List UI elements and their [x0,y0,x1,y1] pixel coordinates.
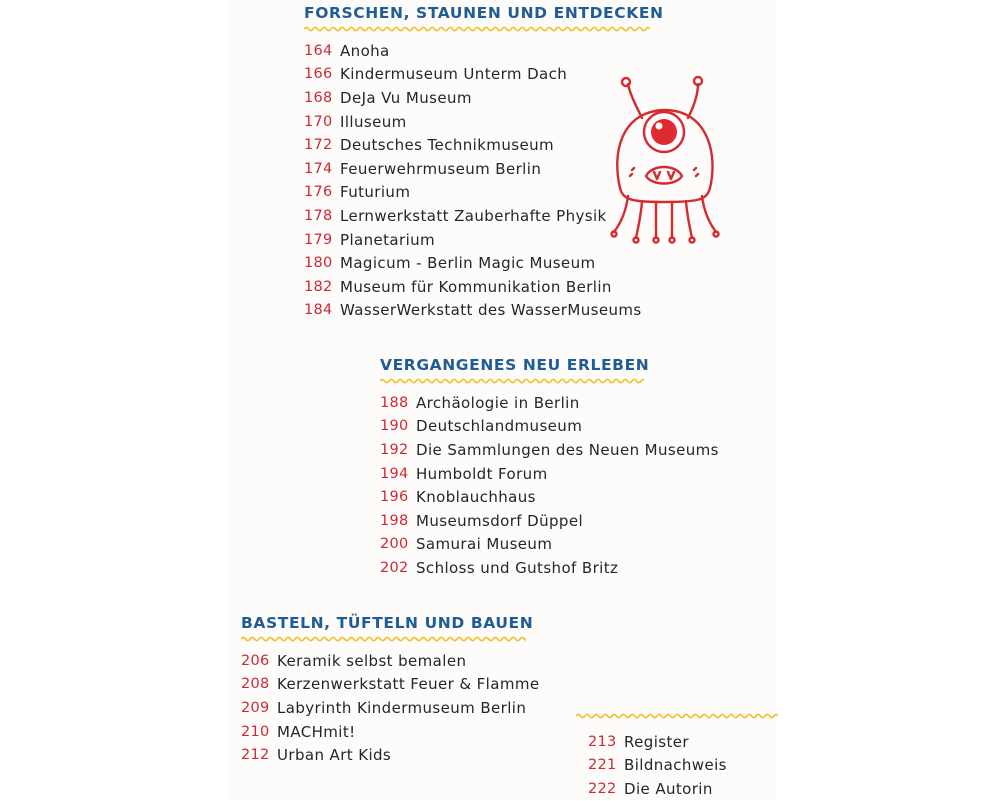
wavy-underline [304,25,650,33]
page-number: 212 [241,747,270,764]
page-number: 184 [304,302,333,319]
entry-title: Kerzenwerkstatt Feuer & Flamme [277,675,540,694]
entry-title: Samurai Museum [416,535,553,554]
toc-list [241,649,539,767]
entry-title: Humboldt Forum [416,464,548,483]
entry-title: Lernwerkstatt Zauberhafte Physik [340,206,607,225]
section-appendix [576,710,778,801]
entry-title: Magicum - Berlin Magic Museum [340,254,596,273]
entry-title: MACHmit! [277,722,356,741]
entry-title: Register [624,732,689,751]
toc-entry[interactable] [588,777,778,801]
page-number: 168 [304,89,333,106]
section-heading: VERGANGENES NEU ERLEBEN [380,356,650,374]
page-number: 196 [380,489,409,506]
page-number: 209 [241,699,270,716]
wavy-underline [576,712,778,720]
page-number: 198 [380,512,409,529]
entry-title: DeJa Vu Museum [340,88,472,107]
toc-entry[interactable] [241,673,539,697]
page-number: 179 [304,231,333,248]
page-number: 194 [380,465,409,482]
toc-entry[interactable] [380,509,719,533]
entry-title: Bildnachweis [624,756,727,775]
page-number: 213 [588,733,617,750]
entry-title: Futurium [340,183,411,202]
entry-title: Knoblauchhaus [416,488,536,507]
toc-entry[interactable] [241,720,539,744]
entry-title: WasserWerkstatt des WasserMuseums [340,301,642,320]
toc-entry[interactable] [241,743,539,767]
page-number: 176 [304,184,333,201]
toc-entry[interactable] [380,485,719,509]
section-basteln [241,613,539,767]
toc-entry[interactable] [304,275,664,299]
toc-entry[interactable] [380,415,719,439]
entry-title: Kindermuseum Unterm Dach [340,65,568,84]
page-number: 222 [588,780,617,797]
page-number: 221 [588,757,617,774]
entry-title: Schloss und Gutshof Britz [416,558,619,577]
toc-entry[interactable] [380,391,719,415]
entry-title: Illuseum [340,112,407,131]
page-number: 208 [241,676,270,693]
entry-title: Planetarium [340,230,436,249]
toc-entry[interactable] [380,462,719,486]
page-number: 210 [241,723,270,740]
toc-entry[interactable] [380,533,719,557]
entry-title: Anoha [340,41,390,60]
entry-title: Labyrinth Kindermuseum Berlin [277,698,527,717]
section-heading: BASTELN, TÜFTELN UND BAUEN [241,614,534,632]
wavy-underline [241,635,526,643]
entry-title: Deutsches Technikmuseum [340,136,554,155]
page-number: 164 [304,42,333,59]
page-number: 172 [304,137,333,154]
wavy-underline [380,377,644,385]
toc-entry[interactable] [380,438,719,462]
page-number: 174 [304,160,333,177]
toc-list [380,391,719,580]
page-number: 206 [241,652,270,669]
page-number: 202 [380,559,409,576]
page-number: 192 [380,441,409,458]
toc-entry[interactable] [241,696,539,720]
section-vergangenes [380,355,719,580]
page-number: 190 [380,418,409,435]
entry-title: Museum für Kommunikation Berlin [340,277,612,296]
toc-entry[interactable] [588,754,778,778]
toc-entry[interactable] [380,556,719,580]
entry-title: Keramik selbst bemalen [277,651,467,670]
entry-title: Feuerwehrmuseum Berlin [340,159,542,178]
entry-title: Die Sammlungen des Neuen Museums [416,440,719,459]
page-number: 188 [380,394,409,411]
toc-entry[interactable] [241,649,539,673]
entry-title: Archäologie in Berlin [416,393,580,412]
page-number: 182 [304,278,333,295]
toc-entry[interactable] [304,251,664,275]
page-number: 180 [304,255,333,272]
entry-title: Museumsdorf Düppel [416,511,584,530]
toc-entry[interactable] [588,730,778,754]
page-number: 166 [304,66,333,83]
one-eyed-monster-icon [606,72,726,244]
toc-list [576,730,778,801]
entry-title: Die Autorin [624,779,713,798]
page-number: 170 [304,113,333,130]
entry-title: Urban Art Kids [277,746,392,765]
entry-title: Deutschlandmuseum [416,417,583,436]
section-heading: FORSCHEN, STAUNEN UND ENTDECKEN [304,4,664,22]
toc-entry[interactable] [304,39,664,63]
toc-entry[interactable] [304,299,664,323]
page-number: 200 [380,536,409,553]
page-number: 178 [304,207,333,224]
